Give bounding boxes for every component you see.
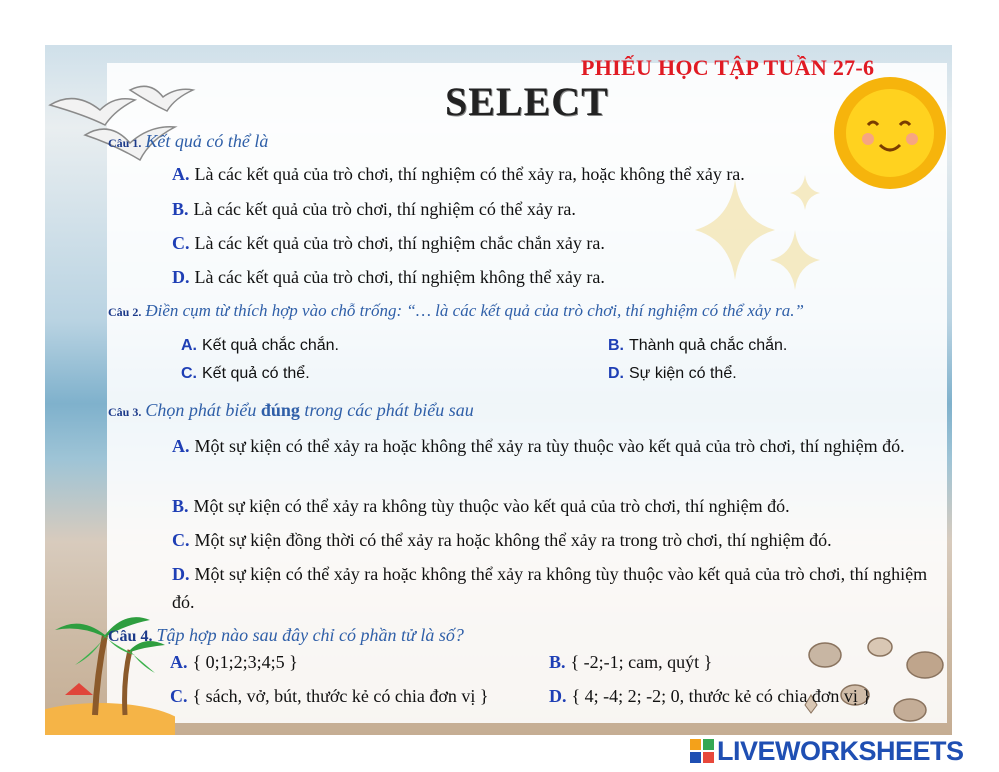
select-title: SELECT <box>445 79 609 124</box>
question-number: Câu 2. <box>108 305 142 319</box>
option-letter: B. <box>608 337 624 354</box>
question-1-option-c[interactable] <box>172 233 605 254</box>
option-letter: A. <box>181 337 197 354</box>
question-prompt: Điền cụm từ thích hợp vào chỗ trống: “… là các kết quả của trò chơi, thí nghiệm có thể xảy ra.” <box>145 301 805 320</box>
option-text: Kết quả có thể. <box>202 365 310 382</box>
worksheet-paper <box>107 63 947 723</box>
option-text: Thành quả chắc chắn. <box>629 337 788 354</box>
option-text: { -2;-1; cam, quýt } <box>570 652 713 672</box>
question-1-option-b[interactable] <box>172 199 576 220</box>
question-4-option-b[interactable] <box>549 652 712 673</box>
option-text: Là các kết quả của trò chơi, thí nghiệm chắc chắn xảy ra. <box>194 233 605 253</box>
option-text: Một sự kiện có thể xảy ra hoặc không thể xảy ra tùy thuộc vào kết quả của trò chơi, thí nghiệm đó. <box>194 436 905 456</box>
option-letter: A. <box>170 652 188 672</box>
option-letter: D. <box>549 686 567 706</box>
question-1-heading <box>108 131 268 152</box>
question-2-option-b[interactable] <box>608 337 787 355</box>
sun-icon <box>830 73 950 193</box>
option-letter: B. <box>549 652 566 672</box>
option-text: Kết quả chắc chắn. <box>202 337 339 354</box>
worksheet-background <box>45 45 952 735</box>
question-3-option-c[interactable] <box>172 530 832 551</box>
question-4-option-d[interactable] <box>549 686 871 707</box>
liveworksheets-brand[interactable] <box>690 736 964 766</box>
option-text: Một sự kiện đồng thời có thể xảy ra hoặc không thể xảy ra trong trò chơi, thí nghiệm đó. <box>194 530 832 550</box>
brand-name: LIVEWORKSHEETS <box>717 735 964 766</box>
question-prompt-start: Chọn phát biểu <box>145 400 257 420</box>
question-4-option-a[interactable] <box>170 652 298 673</box>
question-2-option-a[interactable] <box>181 337 339 355</box>
option-letter: C. <box>172 530 190 550</box>
question-3-option-a[interactable] <box>172 432 942 460</box>
option-letter: B. <box>172 496 189 516</box>
option-text: { 0;1;2;3;4;5 } <box>192 652 298 672</box>
option-letter: A. <box>172 164 190 184</box>
option-letter: A. <box>172 436 190 456</box>
option-text: Là các kết quả của trò chơi, thí nghiệm có thể xảy ra. <box>193 199 576 219</box>
question-prompt-end: trong các phát biểu sau <box>304 400 474 420</box>
question-2-option-d[interactable] <box>608 365 737 383</box>
option-letter: C. <box>181 365 197 382</box>
question-1-option-d[interactable] <box>172 267 605 288</box>
option-letter: D. <box>608 365 624 382</box>
option-text: Một sự kiện có thể xảy ra không tùy thuộc vào kết quả của trò chơi, thí nghiệm đó. <box>193 496 790 516</box>
question-number: Câu 4. <box>108 628 153 645</box>
question-2-option-c[interactable] <box>181 365 310 383</box>
sheet-title: PHIẾU HỌC TẬP TUẦN 27-6 <box>581 55 875 80</box>
sparkle-icon <box>685 170 835 300</box>
palm-tree-icon <box>45 595 175 735</box>
question-2-heading <box>108 301 804 321</box>
option-letter: D. <box>172 267 190 287</box>
seagulls-icon <box>45 65 205 175</box>
option-text: { sách, vở, bút, thước kẻ có chia đơn vị } <box>192 686 489 706</box>
option-text: Một sự kiện có thể xảy ra hoặc không thể xảy ra không tùy thuộc vào kết quả của trò chơi, thí nghiệm đó. <box>172 564 928 612</box>
question-3-option-b[interactable] <box>172 496 790 517</box>
question-4-heading <box>108 625 464 646</box>
question-4-option-c[interactable] <box>170 686 489 707</box>
question-prompt: Kết quả có thể là <box>145 131 269 151</box>
seashells-icon <box>785 625 952 735</box>
question-1-option-a[interactable] <box>172 164 745 185</box>
question-prompt: Tập hợp nào sau đây chỉ có phần tử là số? <box>156 625 464 645</box>
question-number: Câu 3. <box>108 405 142 419</box>
question-prompt-emphasis: đúng <box>260 400 300 420</box>
question-3-heading <box>108 400 474 421</box>
option-text: { 4; -4; 2; -2; 0, thước kẻ có chia đơn vị } <box>571 686 872 706</box>
liveworksheets-logo-icon <box>690 739 714 763</box>
option-letter: C. <box>172 233 190 253</box>
option-letter: D. <box>172 564 190 584</box>
option-text: Sự kiện có thể. <box>629 365 737 382</box>
question-3-option-d[interactable] <box>172 560 942 616</box>
option-letter: C. <box>170 686 188 706</box>
question-number: Câu 1. <box>108 136 142 150</box>
option-text: Là các kết quả của trò chơi, thí nghiệm không thể xảy ra. <box>194 267 605 287</box>
option-letter: B. <box>172 199 189 219</box>
option-text: Là các kết quả của trò chơi, thí nghiệm có thể xảy ra, hoặc không thể xảy ra. <box>194 164 745 184</box>
